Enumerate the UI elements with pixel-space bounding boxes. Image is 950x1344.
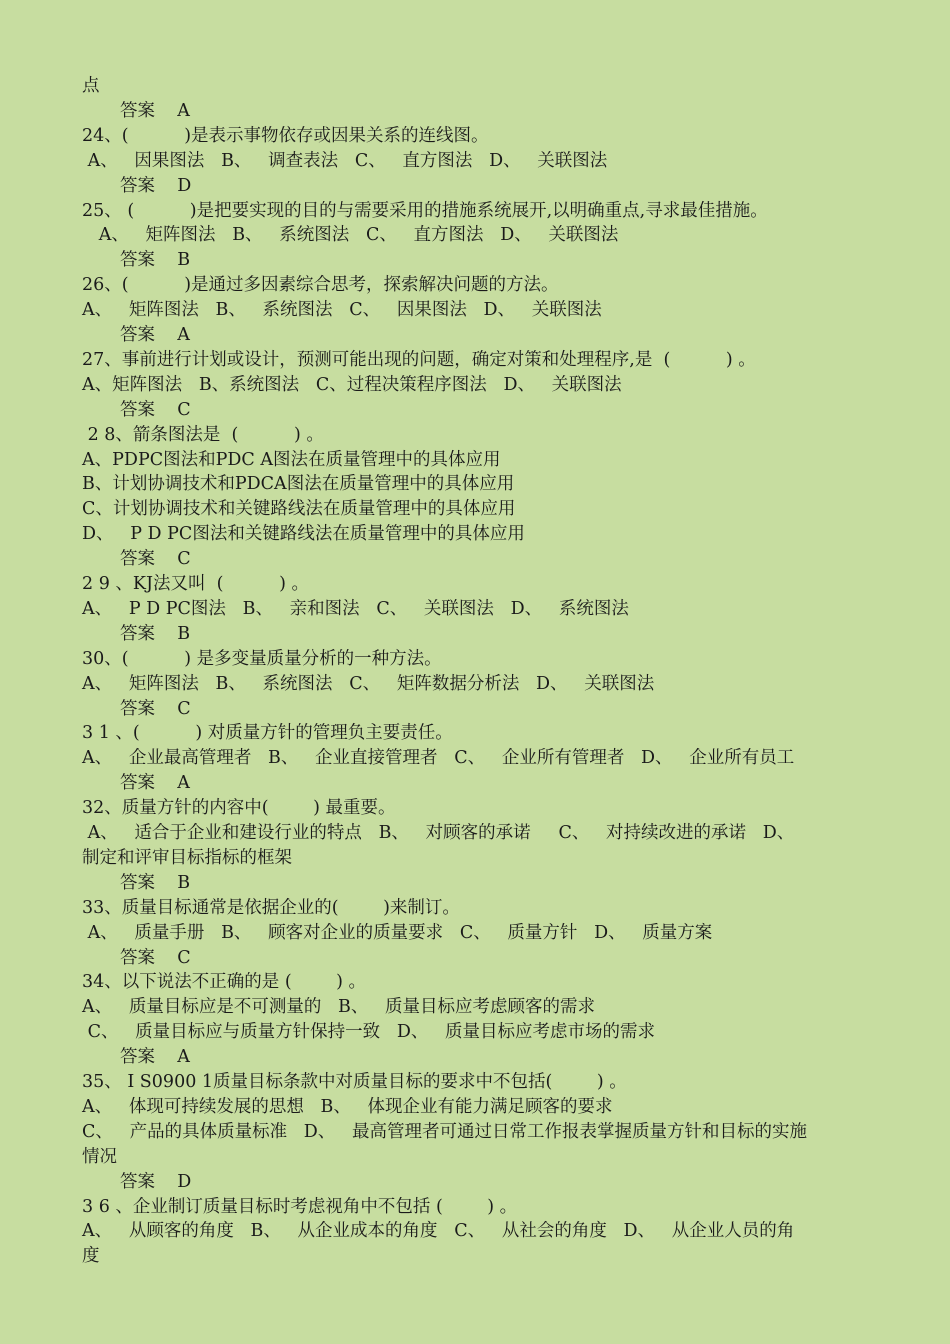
text-line: B、计划协调技术和PDCA图法在质量管理中的具体应用 — [82, 474, 515, 495]
answer-line: 答案 C — [120, 399, 191, 420]
text-line: 30、( ) 是多变量质量分析的一种方法。 — [82, 648, 442, 669]
text-line: 点 — [82, 76, 100, 96]
answer-line: 答案 B — [120, 623, 191, 644]
text-line: 34、以下说法不正确的是 ( ) 。 — [82, 972, 367, 993]
text-line: C、计划协调技术和关键路线法在质量管理中的具体应用 — [82, 499, 516, 520]
text-line: A、 从顾客的角度 B、 从企业成本的角度 C、 从社会的角度 D、 从企业人员的角 — [82, 1221, 795, 1242]
text-line: A、 质量手册 B、 顾客对企业的质量要求 C、 质量方针 D、 质量方案 — [82, 922, 713, 943]
text-line: A、 矩阵图法 B、 系统图法 C、 矩阵数据分析法 D、 关联图法 — [82, 673, 655, 694]
text-line: C、 产品的具体质量标准 D、 最高管理者可通过日常工作报表掌握质量方针和目标的实施 — [82, 1121, 807, 1142]
answer-line: 答案 C — [120, 947, 191, 968]
answer-line: 答案 B — [120, 250, 191, 271]
answer-line: 答案 C — [120, 549, 191, 570]
text-line: A、 P D PC图法 B、 亲和图法 C、 关联图法 D、 系统图法 — [82, 598, 629, 619]
answer-line: 答案 C — [120, 698, 191, 719]
answer-line: 答案 A — [120, 773, 190, 794]
answer-line: 答案 D — [120, 1171, 192, 1192]
text-line: 度 — [82, 1246, 100, 1267]
answer-line: 答案 A — [120, 325, 190, 345]
text-line: 25、 ( )是把要实现的目的与需要采用的措施系统展开,以明确重点,寻求最佳措施。 — [82, 200, 768, 221]
text-line: 32、质量方针的内容中( ) 最重要。 — [82, 798, 396, 819]
text-line: 制定和评审目标指标的框架 — [82, 847, 292, 868]
text-line: A、 体现可持续发展的思想 B、 体现企业有能力满足顾客的要求 — [82, 1096, 613, 1117]
text-line: 3 6 、企业制订质量目标时考虑视角中不包括 ( ) 。 — [82, 1196, 518, 1217]
text-line: 2 9 、KJ法又叫 ( ) 。 — [82, 574, 309, 594]
answer-line: 答案 B — [120, 872, 191, 893]
text-line: A、矩阵图法 B、系统图法 C、过程决策程序图法 D、 关联图法 — [82, 374, 622, 395]
text-line: C、 质量目标应与质量方针保持一致 D、 质量目标应考虑市场的需求 — [82, 1022, 656, 1043]
text-line: A、 适合于企业和建设行业的特点 B、 对顾客的承诺 C、 对持续改进的承诺 D、 — [82, 823, 795, 843]
answer-line: 答案 A — [120, 100, 190, 121]
text-line: A、PDPC图法和PDC A图法在质量管理中的具体应用 — [82, 449, 501, 470]
text-line: A、 质量目标应是不可测量的 B、 质量目标应考虑顾客的需求 — [82, 997, 596, 1018]
text-line: 26、( )是通过多因素综合思考，探索解决问题的方法。 — [82, 275, 559, 296]
text-line: 2 8、箭条图法是 ( ) 。 — [82, 424, 324, 445]
text-line: 33、质量目标通常是依据企业的( )来制订。 — [82, 897, 460, 918]
text-line: A、 矩阵图法 B、 系统图法 C、 直方图法 D、 关联图法 — [82, 225, 619, 246]
text-line: A、 矩阵图法 B、 系统图法 C、 因果图法 D、 关联图法 — [82, 300, 602, 321]
text-line: 27、事前进行计划或设计，预测可能出现的问题，确定对策和处理程序,是 ( ) 。 — [82, 349, 756, 370]
answer-line: 答案 A — [120, 1047, 190, 1068]
text-line: A、 企业最高管理者 B、 企业直接管理者 C、 企业所有管理者 D、 企业所有员工 — [82, 748, 795, 769]
text-line: 情况 — [82, 1146, 117, 1167]
text-line: A、 因果图法 B、 调查表法 C、 直方图法 D、 关联图法 — [82, 150, 608, 171]
answer-line: 答案 D — [120, 175, 192, 196]
text-line: 35、 I S0900 1质量目标条款中对质量目标的要求中不包括( ) 。 — [82, 1072, 627, 1092]
text-line: 3 1 、( ) 对质量方针的管理负主要责任。 — [82, 723, 453, 744]
text-line: 24、( )是表示事物依存或因果关系的连线图。 — [82, 125, 489, 146]
text-line: D、 P D PC图法和关键路线法在质量管理中的具体应用 — [82, 524, 525, 545]
